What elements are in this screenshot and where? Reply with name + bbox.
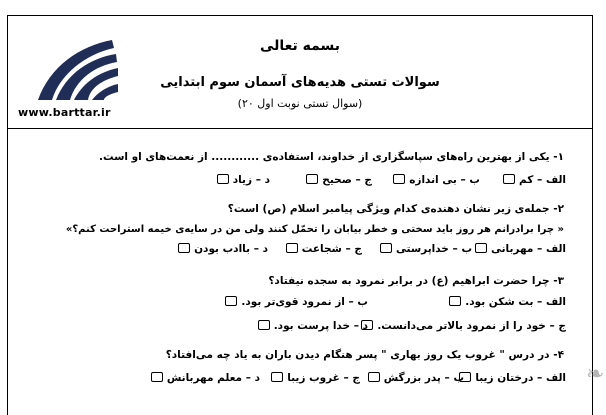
worksheet-subtitle: (۲۰ سوال تستی نوبت اول) [237, 97, 363, 110]
q3-option-d[interactable]: د – خدا پرست بود. [258, 320, 368, 332]
checkbox-icon[interactable] [368, 372, 380, 382]
q3-option-b[interactable]: ب – از نمرود قوی‌تر بود. [225, 296, 368, 308]
question-3-text: ۳- چرا حضرت ابراهیم (ع) در برابر نمرود به سجده نیفتاد؟ [268, 275, 564, 287]
q4-option-a[interactable]: الف – درختان زیبا [459, 372, 566, 384]
worksheet-title: سوالات تستی هدیه‌های آسمان سوم ابتدایی [160, 75, 440, 90]
q2-option-d[interactable]: د – باادب بودن [178, 243, 268, 255]
question-4-text: ۴- در درس " غروب یک روز بهاری " پسر هنگام دیدن باران به یاد چه می‌افتاد؟ [165, 349, 564, 361]
q1-option-d[interactable]: د – زیاد [217, 174, 270, 186]
q1-option-c[interactable]: ج – صحیح [306, 174, 372, 186]
corner-decoration-icon: ❧ [586, 362, 605, 387]
checkbox-icon[interactable] [306, 174, 318, 184]
checkbox-icon[interactable] [225, 296, 237, 306]
q2-option-c[interactable]: ج – شجاعت [286, 243, 362, 255]
checkbox-icon[interactable] [503, 174, 515, 184]
checkbox-icon[interactable] [217, 174, 229, 184]
checkbox-icon[interactable] [286, 243, 298, 253]
header-divider [7, 128, 593, 129]
checkbox-icon[interactable] [475, 243, 487, 253]
checkbox-icon[interactable] [393, 174, 405, 184]
checkbox-icon[interactable] [178, 243, 190, 253]
q1-option-b[interactable]: ب – بی اندازه [393, 174, 480, 186]
q3-option-c[interactable]: ج – خود را از نمرود بالاتر می‌دانست. [361, 320, 566, 332]
q4-option-b[interactable]: ب – پدر بزرگش [368, 372, 464, 384]
q4-option-c[interactable]: ج – غروب زیبا [271, 372, 360, 384]
checkbox-icon[interactable] [380, 243, 392, 253]
basmala-heading: بسمه تعالی [259, 38, 341, 54]
question-1-text: ۱- یکی از بهترین راه‌های سپاسگزاری از خداوند، استفاده‌ی ............ از نعمت‌های او است. [98, 151, 564, 163]
checkbox-icon[interactable] [271, 372, 283, 382]
question-2-text: ۲- جمله‌ی زیر نشان دهنده‌ی کدام ویژگی پیامبر اسلام (ص) است؟ [227, 203, 564, 215]
checkbox-icon[interactable] [258, 320, 270, 330]
question-2-quote: « چرا برادرانم هر روز باید سختی و خطر بیابان را تحمّل کنند ولی من در سایه‌ی خیمه استراحت کنم؟» [65, 224, 564, 235]
checkbox-icon[interactable] [449, 296, 461, 306]
website-url: www.barttar.ir [18, 106, 111, 119]
q2-option-a[interactable]: الف – مهربانی [475, 243, 566, 255]
checkbox-icon[interactable] [151, 372, 163, 382]
q4-option-d[interactable]: د – معلم مهربانش [151, 372, 260, 384]
q1-option-a[interactable]: الف – کم [503, 174, 566, 186]
q2-option-b[interactable]: ب – خداپرستی [380, 243, 472, 255]
q3-option-a[interactable]: الف – بت شکن بود. [449, 296, 566, 308]
